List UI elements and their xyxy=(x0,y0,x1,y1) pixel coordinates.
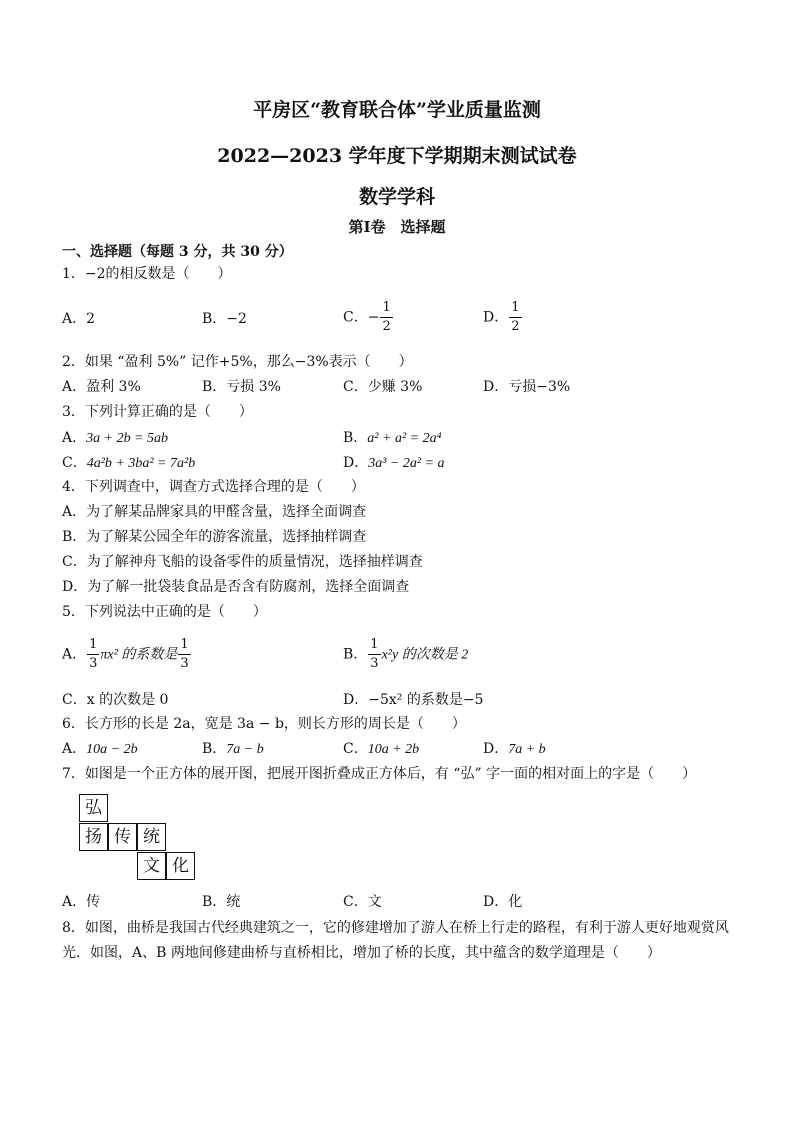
q6-d-expression: 7a + b xyxy=(508,742,546,757)
q5-a-numerator: 1 xyxy=(87,636,99,655)
q5-b-label: B． xyxy=(343,646,368,663)
q7-option-b: B．统 xyxy=(202,894,241,910)
q6-option-b xyxy=(202,740,264,759)
q1-option-c xyxy=(343,299,394,336)
q5-a-denominator2: 3 xyxy=(180,656,189,671)
q1-d-numerator: 1 xyxy=(509,299,521,318)
q5-option-b xyxy=(343,636,468,673)
q4-option-d: D．为了解一批袋装食品是否含有防腐剂，选择全面调查 xyxy=(62,579,410,595)
q5-c-text: x 的次数是 0 xyxy=(86,692,169,708)
q5-d-text: −5x² 的系数是−5 xyxy=(368,692,484,708)
q5-stem: 5．下列说法中正确的是（ ） xyxy=(62,604,267,620)
q6-c-expression: 10a + 2b xyxy=(367,742,420,757)
cube-face-hua: 化 xyxy=(166,852,195,880)
q3-d-label: D． xyxy=(343,455,369,471)
q8-stem-line1: 8．如图，曲桥是我国古代经典建筑之一，它的修建增加了游人在桥上行走的路程，有利于游人更好地观赏风 xyxy=(62,920,729,936)
q5-b-numerator: 1 xyxy=(368,636,380,655)
q5-option-d xyxy=(343,691,483,709)
q4-option-a: A．为了解某品牌家具的甲醛含量，选择全面调查 xyxy=(62,504,367,520)
q5-c-label: C． xyxy=(62,692,87,708)
q8-stem-line2: 光．如图，A、B 两地间修建曲桥与直桥相比，增加了桥的长度，其中蕴含的数学道理是（ ） xyxy=(62,945,661,961)
q6-a-expression: 10a − 2b xyxy=(86,742,138,757)
part-title: 第Ⅰ卷 选择题 xyxy=(348,218,446,236)
q2-stem: 2．如果 “盈利 5%” 记作+5%，那么−3%表示（ ） xyxy=(62,354,413,370)
q1-c-denominator: 2 xyxy=(382,319,391,334)
q3-a-expression: 3a + 2b = 5ab xyxy=(86,431,169,446)
q3-c-label: C． xyxy=(62,455,87,471)
q3-option-c xyxy=(62,454,195,473)
exam-title: 平房区“教育联合体”学业质量监测 xyxy=(253,99,541,121)
q4-option-b: B．为了解某公园全年的游客流量，选择抽样调查 xyxy=(62,529,367,545)
exam-year-title: 2022—2023 学年度下学期期末测试试卷 xyxy=(217,145,577,167)
q2-option-a: A．盈利 3% xyxy=(62,379,141,395)
q4-option-c: C．为了解神舟飞船的设备零件的质量情况，选择抽样调查 xyxy=(62,554,423,570)
cube-face-hong: 弘 xyxy=(79,794,108,822)
q6-stem: 6．长方形的长是 2a，宽是 3a − b，则长方形的周长是（ ） xyxy=(62,716,466,732)
q7-option-d: D．化 xyxy=(483,894,523,910)
q1-option-a: A．2 xyxy=(62,311,96,327)
q3-b-label: B． xyxy=(343,430,368,446)
q3-option-b xyxy=(343,429,441,448)
q5-b-denominator: 3 xyxy=(370,656,379,671)
q5-a-fraction2 xyxy=(178,636,190,673)
q3-c-expression: 4a²b + 3ba² = 7a²b xyxy=(86,456,196,471)
q2-option-c: C．少赚 3% xyxy=(343,379,423,395)
q3-a-label: A． xyxy=(62,430,87,446)
q5-a-text: πx² 的系数是 xyxy=(100,647,178,663)
q3-b-expression: a² + a² = 2a⁴ xyxy=(367,431,442,446)
cube-face-tong: 统 xyxy=(137,823,166,851)
q7-option-a: A．传 xyxy=(62,894,101,910)
q3-option-d xyxy=(343,454,445,473)
q6-b-label: B． xyxy=(202,741,227,757)
q1-option-c-prefix: C．− xyxy=(343,309,380,326)
q1-option-d-fraction xyxy=(509,299,521,336)
q6-option-c xyxy=(343,740,419,759)
q5-option-c xyxy=(62,691,168,709)
q6-d-label: D． xyxy=(483,741,509,757)
q6-option-d xyxy=(483,740,546,759)
q5-b-text: x²y 的次数是 2 xyxy=(381,647,469,663)
q1-stem: 1．−2的相反数是（ ） xyxy=(62,266,232,282)
q6-c-label: C． xyxy=(343,741,368,757)
q1-option-c-fraction xyxy=(380,299,392,336)
q5-a-denominator: 3 xyxy=(89,656,98,671)
q5-a-fraction xyxy=(87,636,99,673)
q5-b-fraction xyxy=(368,636,380,673)
q2-option-d: D．亏损−3% xyxy=(483,379,571,395)
q1-option-d xyxy=(483,299,523,336)
cube-face-yang: 扬 xyxy=(79,823,108,851)
q6-option-a xyxy=(62,740,138,759)
q3-option-a xyxy=(62,429,168,448)
q6-a-label: A． xyxy=(62,741,87,757)
q1-c-numerator: 1 xyxy=(380,299,392,318)
subject-title: 数学学科 xyxy=(358,186,435,208)
cube-face-chuan: 传 xyxy=(108,823,137,851)
q3-d-expression: 3a³ − 2a² = a xyxy=(368,456,445,471)
q7-option-c: C．文 xyxy=(343,894,382,910)
q5-d-label: D． xyxy=(343,692,369,708)
q5-option-a xyxy=(62,636,192,673)
q6-b-expression: 7a − b xyxy=(226,742,264,757)
q1-option-b: B．−2 xyxy=(202,311,247,327)
q5-a-numerator2: 1 xyxy=(178,636,190,655)
q1-d-denominator: 2 xyxy=(511,319,520,334)
q4-stem: 4．下列调查中，调查方式选择合理的是（ ） xyxy=(62,479,365,495)
q7-stem: 7．如图是一个正方体的展开图，把展开图折叠成正方体后，有 “弘” 字一面的相对面上的字是（ ） xyxy=(62,766,697,782)
q1-option-d-prefix: D． xyxy=(483,309,509,326)
q3-stem: 3．下列计算正确的是（ ） xyxy=(62,404,253,420)
q2-option-b: B．亏损 3% xyxy=(202,379,281,395)
cube-face-wen: 文 xyxy=(137,852,166,880)
section-heading: 一、选择题（每题 3 分，共 30 分） xyxy=(62,244,293,260)
q5-a-label: A． xyxy=(62,646,87,663)
